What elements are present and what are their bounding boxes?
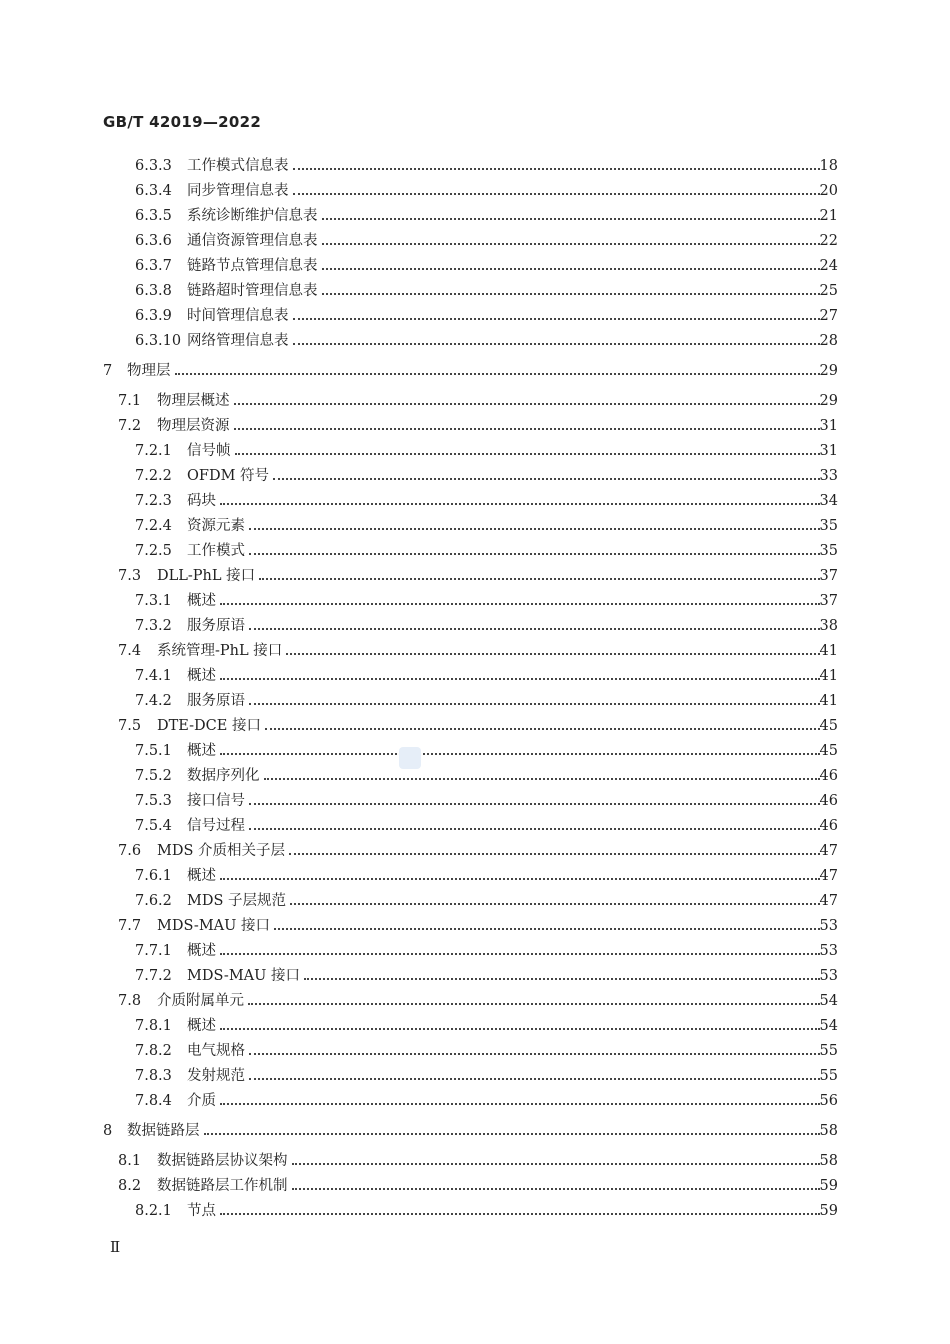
toc-entry-number: 6.3.5 bbox=[135, 208, 172, 224]
toc-leader-dots bbox=[293, 155, 820, 177]
toc-leader-dots bbox=[289, 840, 820, 862]
toc-leader-dots bbox=[290, 890, 820, 912]
toc-entry[interactable] bbox=[0, 180, 950, 202]
toc-leader-dots bbox=[293, 305, 820, 327]
toc-entry[interactable] bbox=[0, 155, 950, 177]
toc-leader-dots bbox=[220, 1200, 820, 1222]
toc-entry-page: 58 bbox=[819, 1123, 838, 1139]
toc-entry-number: 7.2.2 bbox=[135, 468, 172, 484]
page-number-roman: Ⅱ bbox=[110, 1238, 121, 1256]
toc-entry[interactable] bbox=[0, 915, 950, 937]
toc-leader-dots bbox=[274, 915, 820, 937]
toc-entry-page: 55 bbox=[819, 1068, 838, 1084]
toc-entry-title: 链路节点管理信息表 bbox=[187, 255, 322, 277]
toc-entry[interactable] bbox=[0, 1150, 950, 1172]
toc-entry-page: 46 bbox=[819, 768, 838, 784]
toc-entry-page: 24 bbox=[819, 258, 838, 274]
toc-entry-page: 28 bbox=[819, 333, 838, 349]
toc-entry-number: 7 bbox=[103, 363, 113, 379]
toc-entry-number: 7.8.3 bbox=[135, 1068, 172, 1084]
toc-entry-title: 时间管理信息表 bbox=[187, 305, 293, 327]
toc-entry-title: 数据链路层 bbox=[127, 1120, 204, 1142]
toc-entry[interactable] bbox=[0, 565, 950, 587]
toc-entry-number: 7.4 bbox=[118, 643, 142, 659]
toc-entry-number: 7.8 bbox=[118, 993, 142, 1009]
toc-entry-title: 同步管理信息表 bbox=[187, 180, 293, 202]
toc-leader-dots bbox=[249, 515, 820, 537]
toc-leader-dots bbox=[220, 740, 820, 762]
toc-entry-number: 8.2.1 bbox=[135, 1203, 172, 1219]
toc-entry-title: 服务原语 bbox=[187, 615, 249, 637]
toc-entry-page: 53 bbox=[819, 918, 838, 934]
toc-entry[interactable] bbox=[0, 715, 950, 737]
standard-number: GB/T 42019—2022 bbox=[103, 113, 262, 131]
toc-entry-number: 7.4.1 bbox=[135, 668, 172, 684]
toc-entry-page: 29 bbox=[819, 363, 838, 379]
toc-leader-dots bbox=[293, 180, 820, 202]
toc-entry-number: 6.3.3 bbox=[135, 158, 172, 174]
toc-leader-dots bbox=[249, 815, 820, 837]
toc-entry[interactable] bbox=[0, 360, 950, 382]
toc-entry-title: 介质 bbox=[187, 1090, 220, 1112]
toc-leader-dots bbox=[292, 1150, 820, 1172]
toc-entry-title: MDS-MAU 接口 bbox=[157, 915, 274, 937]
toc-leader-dots bbox=[322, 230, 820, 252]
toc-entry[interactable] bbox=[0, 790, 950, 812]
toc-entry-title: 概述 bbox=[187, 865, 220, 887]
toc-entry-number: 7.5.3 bbox=[135, 793, 172, 809]
toc-leader-dots bbox=[249, 790, 820, 812]
toc-entry[interactable] bbox=[0, 440, 950, 462]
toc-entry-title: 信号帧 bbox=[187, 440, 235, 462]
toc-leader-dots bbox=[259, 565, 820, 587]
toc-entry[interactable] bbox=[0, 665, 950, 687]
toc-entry-page: 54 bbox=[819, 1018, 838, 1034]
toc-entry-number: 7.8.1 bbox=[135, 1018, 172, 1034]
toc-entry-page: 53 bbox=[819, 968, 838, 984]
toc-entry-title: 发射规范 bbox=[187, 1065, 249, 1087]
toc-entry[interactable] bbox=[0, 1015, 950, 1037]
toc-entry-title: 数据序列化 bbox=[187, 765, 264, 787]
toc-entry[interactable] bbox=[0, 515, 950, 537]
toc-entry-page: 29 bbox=[819, 393, 838, 409]
toc-leader-dots bbox=[220, 865, 820, 887]
toc-entry[interactable] bbox=[0, 205, 950, 227]
toc-entry-page: 55 bbox=[819, 1043, 838, 1059]
toc-entry-page: 38 bbox=[819, 618, 838, 634]
toc-leader-dots bbox=[322, 280, 820, 302]
toc-entry[interactable] bbox=[0, 890, 950, 912]
toc-entry-page: 20 bbox=[819, 183, 838, 199]
toc-leader-dots bbox=[273, 465, 820, 487]
toc-entry[interactable] bbox=[0, 990, 950, 1012]
toc-entry-number: 7.3 bbox=[118, 568, 142, 584]
toc-leader-dots bbox=[249, 690, 820, 712]
toc-entry-number: 6.3.4 bbox=[135, 183, 172, 199]
toc-entry-page: 47 bbox=[819, 843, 838, 859]
toc-entry[interactable] bbox=[0, 865, 950, 887]
toc-entry-number: 8 bbox=[103, 1123, 113, 1139]
toc-entry-page: 45 bbox=[819, 743, 838, 759]
toc-entry-number: 7.2.4 bbox=[135, 518, 172, 534]
toc-entry-page: 18 bbox=[819, 158, 838, 174]
toc-leader-dots bbox=[249, 1040, 820, 1062]
toc-entry-title: OFDM 符号 bbox=[187, 465, 273, 487]
toc-entry[interactable] bbox=[0, 765, 950, 787]
toc-entry[interactable] bbox=[0, 965, 950, 987]
toc-leader-dots bbox=[234, 415, 820, 437]
toc-entry-title: 介质附属单元 bbox=[157, 990, 248, 1012]
toc-leader-dots bbox=[249, 1065, 820, 1087]
toc-leader-dots bbox=[293, 330, 820, 352]
toc-entry[interactable] bbox=[0, 740, 950, 762]
toc-entry-number: 7.7 bbox=[118, 918, 142, 934]
toc-entry[interactable] bbox=[0, 305, 950, 327]
toc-leader-dots bbox=[248, 990, 820, 1012]
toc-entry-title: DLL-PhL 接口 bbox=[157, 565, 259, 587]
toc-leader-dots bbox=[175, 360, 820, 382]
toc-entry-title: 系统管理-PhL 接口 bbox=[157, 640, 286, 662]
toc-entry-page: 37 bbox=[819, 568, 838, 584]
toc-entry-number: 7.2 bbox=[118, 418, 142, 434]
toc-leader-dots bbox=[249, 615, 820, 637]
toc-leader-dots bbox=[220, 665, 820, 687]
toc-entry-number: 7.3.1 bbox=[135, 593, 172, 609]
toc-entry-page: 46 bbox=[819, 818, 838, 834]
toc-leader-dots bbox=[322, 255, 820, 277]
toc-entry-number: 7.5 bbox=[118, 718, 142, 734]
toc-entry-number: 7.5.1 bbox=[135, 743, 172, 759]
toc-entry-number: 6.3.10 bbox=[135, 333, 182, 349]
toc-entry-page: 33 bbox=[819, 468, 838, 484]
toc-entry-page: 47 bbox=[819, 868, 838, 884]
toc-entry[interactable] bbox=[0, 590, 950, 612]
toc-entry-number: 7.7.2 bbox=[135, 968, 172, 984]
toc-leader-dots bbox=[220, 1090, 820, 1112]
toc-entry[interactable] bbox=[0, 540, 950, 562]
toc-entry-title: 链路超时管理信息表 bbox=[187, 280, 322, 302]
toc-entry[interactable] bbox=[0, 815, 950, 837]
toc-entry-title: 物理层概述 bbox=[157, 390, 234, 412]
toc-entry-number: 8.2 bbox=[118, 1178, 142, 1194]
toc-leader-dots bbox=[220, 590, 820, 612]
toc-entry[interactable] bbox=[0, 840, 950, 862]
toc-entry-title: 服务原语 bbox=[187, 690, 249, 712]
toc-leader-dots bbox=[304, 965, 820, 987]
toc-leader-dots bbox=[264, 765, 820, 787]
toc-leader-dots bbox=[286, 640, 820, 662]
toc-entry-page: 58 bbox=[819, 1153, 838, 1169]
toc-entry-page: 25 bbox=[819, 283, 838, 299]
toc-entry-number: 8.1 bbox=[118, 1153, 142, 1169]
toc-entry[interactable] bbox=[0, 415, 950, 437]
toc-entry-page: 31 bbox=[819, 443, 838, 459]
toc-entry-number: 7.6 bbox=[118, 843, 142, 859]
toc-entry-title: 数据链路层工作机制 bbox=[157, 1175, 292, 1197]
toc-entry-title: 接口信号 bbox=[187, 790, 249, 812]
toc-entry-title: 系统诊断维护信息表 bbox=[187, 205, 322, 227]
toc-leader-dots bbox=[322, 205, 820, 227]
toc-entry-title: 码块 bbox=[187, 490, 220, 512]
toc-entry-title: 概述 bbox=[187, 1015, 220, 1037]
toc-entry-page: 35 bbox=[819, 543, 838, 559]
toc-entry[interactable] bbox=[0, 465, 950, 487]
toc-entry[interactable] bbox=[0, 1090, 950, 1112]
toc-entry-title: 概述 bbox=[187, 940, 220, 962]
toc-entry-number: 7.2.5 bbox=[135, 543, 172, 559]
toc-entry-page: 31 bbox=[819, 418, 838, 434]
toc-leader-dots bbox=[220, 490, 820, 512]
toc-entry-page: 56 bbox=[819, 1093, 838, 1109]
toc-entry-number: 7.8.4 bbox=[135, 1093, 172, 1109]
toc-leader-dots bbox=[235, 440, 820, 462]
toc-leader-dots bbox=[220, 1015, 820, 1037]
toc-entry-number: 7.2.1 bbox=[135, 443, 172, 459]
toc-entry-page: 59 bbox=[819, 1178, 838, 1194]
toc-entry-page: 22 bbox=[819, 233, 838, 249]
toc-entry-number: 7.1 bbox=[118, 393, 142, 409]
toc-entry-title: 概述 bbox=[187, 590, 220, 612]
toc-entry-title: MDS 介质相关子层 bbox=[157, 840, 289, 862]
toc-entry-page: 27 bbox=[819, 308, 838, 324]
toc-entry-number: 7.2.3 bbox=[135, 493, 172, 509]
toc-entry[interactable] bbox=[0, 490, 950, 512]
toc-entry[interactable] bbox=[0, 640, 950, 662]
toc-entry-number: 6.3.7 bbox=[135, 258, 172, 274]
toc-entry-page: 53 bbox=[819, 943, 838, 959]
toc-entry-title: 工作模式 bbox=[187, 540, 249, 562]
toc-entry-title: 数据链路层协议架构 bbox=[157, 1150, 292, 1172]
toc-entry-title: DTE-DCE 接口 bbox=[157, 715, 265, 737]
toc-entry-title: 网络管理信息表 bbox=[187, 330, 293, 352]
toc-entry-title: 概述 bbox=[187, 665, 220, 687]
toc-entry-page: 35 bbox=[819, 518, 838, 534]
toc-entry-number: 6.3.8 bbox=[135, 283, 172, 299]
toc-entry[interactable] bbox=[0, 1175, 950, 1197]
toc-leader-dots bbox=[249, 540, 820, 562]
toc-entry-title: 资源元素 bbox=[187, 515, 249, 537]
toc-entry-page: 41 bbox=[819, 643, 838, 659]
toc-entry-title: 物理层资源 bbox=[157, 415, 234, 437]
toc-entry-page: 47 bbox=[819, 893, 838, 909]
toc-entry[interactable] bbox=[0, 390, 950, 412]
toc-leader-dots bbox=[204, 1120, 820, 1142]
watermark bbox=[399, 747, 421, 769]
toc-entry-title: MDS 子层规范 bbox=[187, 890, 290, 912]
toc-entry[interactable] bbox=[0, 1040, 950, 1062]
toc-entry-page: 41 bbox=[819, 693, 838, 709]
toc-entry-number: 7.4.2 bbox=[135, 693, 172, 709]
toc-leader-dots bbox=[265, 715, 820, 737]
toc-entry-title: 通信资源管理信息表 bbox=[187, 230, 322, 252]
toc-leader-dots bbox=[234, 390, 820, 412]
toc-entry[interactable] bbox=[0, 330, 950, 352]
toc-entry-title: MDS-MAU 接口 bbox=[187, 965, 304, 987]
toc-entry-number: 7.6.1 bbox=[135, 868, 172, 884]
toc-entry-title: 概述 bbox=[187, 740, 220, 762]
toc-entry[interactable] bbox=[0, 280, 950, 302]
toc-leader-dots bbox=[292, 1175, 820, 1197]
toc-entry-page: 34 bbox=[819, 493, 838, 509]
toc-entry-number: 7.7.1 bbox=[135, 943, 172, 959]
toc-entry-page: 46 bbox=[819, 793, 838, 809]
toc-entry[interactable] bbox=[0, 1065, 950, 1087]
toc-entry-page: 41 bbox=[819, 668, 838, 684]
toc-entry[interactable] bbox=[0, 1200, 950, 1222]
toc-entry-page: 37 bbox=[819, 593, 838, 609]
toc-entry-title: 物理层 bbox=[127, 360, 175, 382]
toc-leader-dots bbox=[220, 940, 820, 962]
toc-entry-number: 7.8.2 bbox=[135, 1043, 172, 1059]
toc-entry-title: 电气规格 bbox=[187, 1040, 249, 1062]
toc-entry-page: 45 bbox=[819, 718, 838, 734]
toc-entry-number: 7.6.2 bbox=[135, 893, 172, 909]
toc-entry-page: 21 bbox=[819, 208, 838, 224]
toc-entry[interactable] bbox=[0, 615, 950, 637]
toc-entry-title: 节点 bbox=[187, 1200, 220, 1222]
toc-entry[interactable] bbox=[0, 230, 950, 252]
toc-entry-number: 6.3.9 bbox=[135, 308, 172, 324]
toc-entry-title: 信号过程 bbox=[187, 815, 249, 837]
toc-entry-number: 7.5.2 bbox=[135, 768, 172, 784]
toc-entry-number: 7.5.4 bbox=[135, 818, 172, 834]
toc-entry-page: 54 bbox=[819, 993, 838, 1009]
toc-entry-number: 6.3.6 bbox=[135, 233, 172, 249]
toc-entry-number: 7.3.2 bbox=[135, 618, 172, 634]
toc-entry[interactable] bbox=[0, 940, 950, 962]
toc-entry-page: 59 bbox=[819, 1203, 838, 1219]
toc-entry[interactable] bbox=[0, 255, 950, 277]
toc-entry[interactable] bbox=[0, 690, 950, 712]
toc-entry-title: 工作模式信息表 bbox=[187, 155, 293, 177]
toc-entry[interactable] bbox=[0, 1120, 950, 1142]
